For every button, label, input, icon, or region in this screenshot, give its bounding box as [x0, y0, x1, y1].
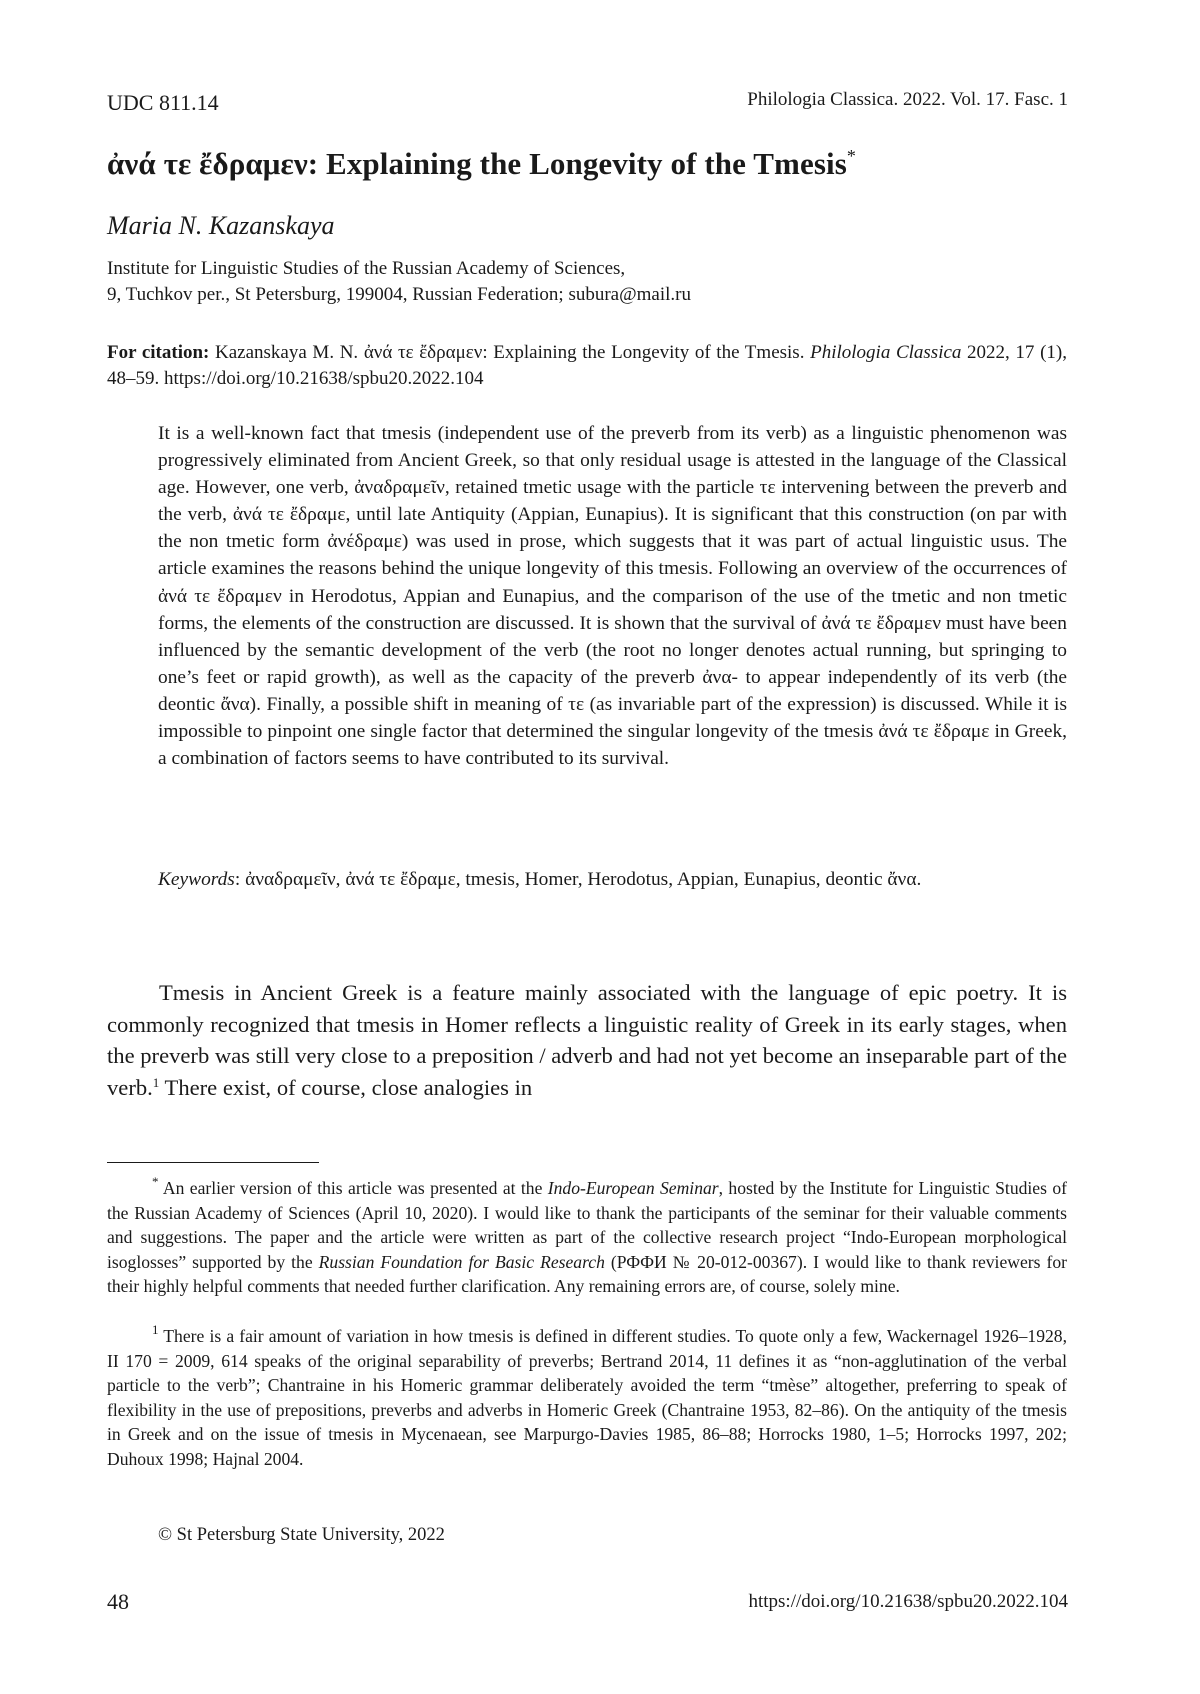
- footnote-star-text-c: (РФФИ № 20-012-00367). I would like to thank reviewers for their highly helpful comments that needed further clarification. Any remaining errors are, of course, solely mine.: [107, 1251, 1067, 1297]
- footnote-divider: [107, 1162, 319, 1163]
- affiliation: [107, 256, 1087, 308]
- body-paragraph: [107, 977, 1067, 1103]
- article-title-text: ἀνά τε ἔδραμεν: Explaining the Longevity of the Tmesis: [107, 146, 847, 181]
- citation-block: [107, 340, 1067, 392]
- citation-text: Kazanskaya M. N. ἀνά τε ἔδραμεν: Explaining the Longevity of the Tmesis.: [209, 342, 811, 363]
- article-title: [107, 146, 856, 182]
- body-text-part-1: Tmesis in Ancient Greek is a feature mainly associated with the language of epic poetry. It is commonly recognized that tmesis in Homer reflects a linguistic reality of Greek in its early stages, when the preverb was still very close to a preposition / adverb and had not yet become an inseparable part of the verb.: [107, 980, 1067, 1100]
- footnote-ref-1[interactable]: 1: [152, 1074, 160, 1090]
- citation-details: 2022, 17 (1), 48–59. https://doi.org/10.21638/spbu20.2022.104: [107, 342, 1067, 389]
- body-text-part-2: There exist, of course, close analogies in: [159, 1074, 533, 1100]
- citation-journal: Philologia Classica: [810, 342, 962, 363]
- abstract: It is a well-known fact that tmesis (independent use of the preverb from its verb) as a linguistic phenomenon was progressively eliminated from Ancient Greek, so that only residual usage is attested in the language of the Classical age. However, one verb, ἀναδραμεῖν, retained tmetic usage with the particle τε intervening between the preverb and the verb, ἀνά τε ἔδραμε, until late Antiquity (Appian, Eunapius). It is significant that this construction (on par with the non tmetic form ἀνέδραμε) was used in prose, which suggests that it was part of actual linguistic usus. The article examines the reasons behind the unique longevity of this tmesis. Following an overview of the occurrences of ἀνά τε ἔδραμεν in Herodotus, Appian and Eunapius, and the comparison of the use of the tmetic and non tmetic forms, the elements of the construction are discussed. It is shown that the survival of ἀνά τε ἔδραμεν must have been influenced by the semantic development of the verb (the root no longer denotes actual running, but springing to one’s feet or rapid growth), as well as the capacity of the preverb ἀνα- to appear independently of its verb (the deontic ἄνα). Finally, a possible shift in meaning of τε (as invariable part of the expression) is discussed. While it is impossible to pinpoint one single factor that determined the singular longevity of the tmesis ἀνά τε ἔδραμε in Greek, a combination of factors seems to have contributed to its survival.: [158, 423, 1067, 770]
- footnote-star-mark: *: [152, 1174, 159, 1189]
- keywords-label: Keywords: [158, 869, 235, 890]
- page-number: 48: [107, 1589, 129, 1614]
- copyright-notice: © St Petersburg State University, 2022: [158, 1525, 445, 1545]
- affiliation-line-1: Institute for Linguistic Studies of the Russian Academy of Sciences,: [107, 258, 626, 279]
- footnote-star-seminar: Indo-European Seminar: [547, 1178, 719, 1198]
- footnote-1-mark: 1: [152, 1322, 159, 1337]
- udc-code: UDC 811.14: [107, 90, 219, 115]
- keywords: [158, 866, 1067, 893]
- footnote-1: [107, 1324, 1067, 1472]
- footnote-star-text-a: An earlier version of this article was presented at the: [158, 1178, 548, 1198]
- doi-link[interactable]: https://doi.org/10.21638/spbu20.2022.104: [748, 1591, 1068, 1612]
- footnote-star-text-b: , hosted by the Institute for Linguistic Studies of the Russian Academy of Sciences (April 10, 2020). I would like to thank the participants of the seminar for their valuable comments and suggestions. The paper and the article were written as part of the collective research project “Indo-European morphological isoglosses” supported by the: [107, 1178, 1067, 1272]
- footnote-1-text: There is a fair amount of variation in how tmesis is defined in different studies. To quote only a few, Wackernagel 1926–1928, II 170 = 2009, 614 speaks of the original separability of preverbs; Bertrand 2014, 11 defines it as “non-agglutination of the verbal particle to the verb”; Chantraine in his Homeric grammar deliberately avoided the term “tmèse” altogether, preferring to speak of flexibility in the use of prepositions, preverbs and adverbs in Homeric Greek (Chantraine 1953, 82–86). On the antiquity of the tmesis in Greek and on the issue of tmesis in Mycenaean, see Marpurgo-Davies 1985, 86–88; Horrocks 1980, 1–5; Horrocks 1997, 202; Duhoux 1998; Hajnal 2004.: [107, 1326, 1067, 1469]
- author-name: Maria N. Kazanskaya: [107, 211, 335, 240]
- title-footnote-mark[interactable]: *: [846, 146, 856, 166]
- journal-header: Philologia Classica. 2022. Vol. 17. Fasc. 1: [747, 89, 1068, 110]
- affiliation-line-2: 9, Tuchkov per., St Petersburg, 199004, Russian Federation; subura@mail.ru: [107, 284, 691, 305]
- keywords-text: : ἀναδραμεῖν, ἀνά τε ἔδραμε, tmesis, Homer, Herodotus, Appian, Eunapius, deontic ἄνα.: [234, 869, 922, 890]
- footnote-star-foundation: Russian Foundation for Basic Research: [318, 1251, 605, 1272]
- citation-label: For citation:: [107, 342, 210, 363]
- footnote-star: [107, 1176, 1067, 1299]
